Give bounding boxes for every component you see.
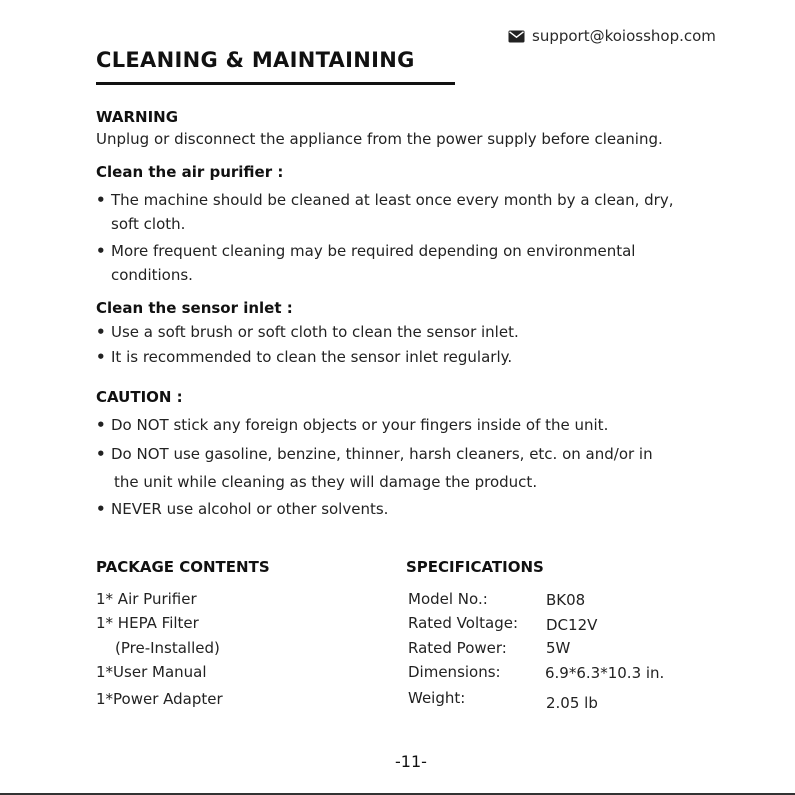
package-item: 1* HEPA Filter <box>96 614 199 632</box>
clean-sensor-heading: Clean the sensor inlet : <box>96 299 293 317</box>
title-underline <box>96 82 455 85</box>
spec-label: Rated Power: <box>408 639 507 657</box>
page-number: -11- <box>395 752 427 771</box>
support-email[interactable]: support@koiosshop.com <box>532 27 716 45</box>
list-item-continuation: soft cloth. <box>111 215 186 233</box>
spec-value: BK08 <box>546 591 586 609</box>
spec-value: DC12V <box>546 616 598 634</box>
package-contents-heading: PACKAGE CONTENTS <box>96 558 270 576</box>
list-item: • NEVER use alcohol or other solvents. <box>96 500 389 518</box>
support-contact <box>508 27 716 45</box>
caution-heading: CAUTION : <box>96 388 183 406</box>
package-item: 1*Power Adapter <box>96 690 223 708</box>
package-item: 1*User Manual <box>96 663 207 681</box>
spec-label: Weight: <box>408 689 466 707</box>
mail-icon <box>508 30 525 43</box>
list-item: • It is recommended to clean the sensor inlet regularly. <box>96 348 513 366</box>
spec-value: 6.9*6.3*10.3 in. <box>545 664 665 682</box>
warning-heading: WARNING <box>96 108 179 126</box>
spec-label: Rated Voltage: <box>408 614 519 632</box>
list-item-continuation: the unit while cleaning as they will damage the product. <box>114 473 538 491</box>
spec-label: Model No.: <box>408 590 488 608</box>
page-title: CLEANING & MAINTAINING <box>96 48 415 72</box>
list-item-continuation: conditions. <box>111 266 193 284</box>
spec-label: Dimensions: <box>408 663 501 681</box>
spec-value: 2.05 lb <box>546 694 598 712</box>
spec-value: 5W <box>546 639 571 657</box>
package-item-note: (Pre-Installed) <box>115 639 220 657</box>
list-item: • Do NOT use gasoline, benzine, thinner, harsh cleaners, etc. on and/or in <box>96 445 653 463</box>
list-item: • More frequent cleaning may be required depending on environmental <box>96 242 636 260</box>
warning-text: Unplug or disconnect the appliance from the power supply before cleaning. <box>96 130 663 148</box>
clean-air-purifier-heading: Clean the air purifier : <box>96 163 284 181</box>
list-item: • Use a soft brush or soft cloth to clean the sensor inlet. <box>96 323 519 341</box>
list-item: • Do NOT stick any foreign objects or your fingers inside of the unit. <box>96 416 609 434</box>
specifications-heading: SPECIFICATIONS <box>406 558 544 576</box>
list-item: • The machine should be cleaned at least once every month by a clean, dry, <box>96 191 674 209</box>
package-item: 1* Air Purifier <box>96 590 197 608</box>
